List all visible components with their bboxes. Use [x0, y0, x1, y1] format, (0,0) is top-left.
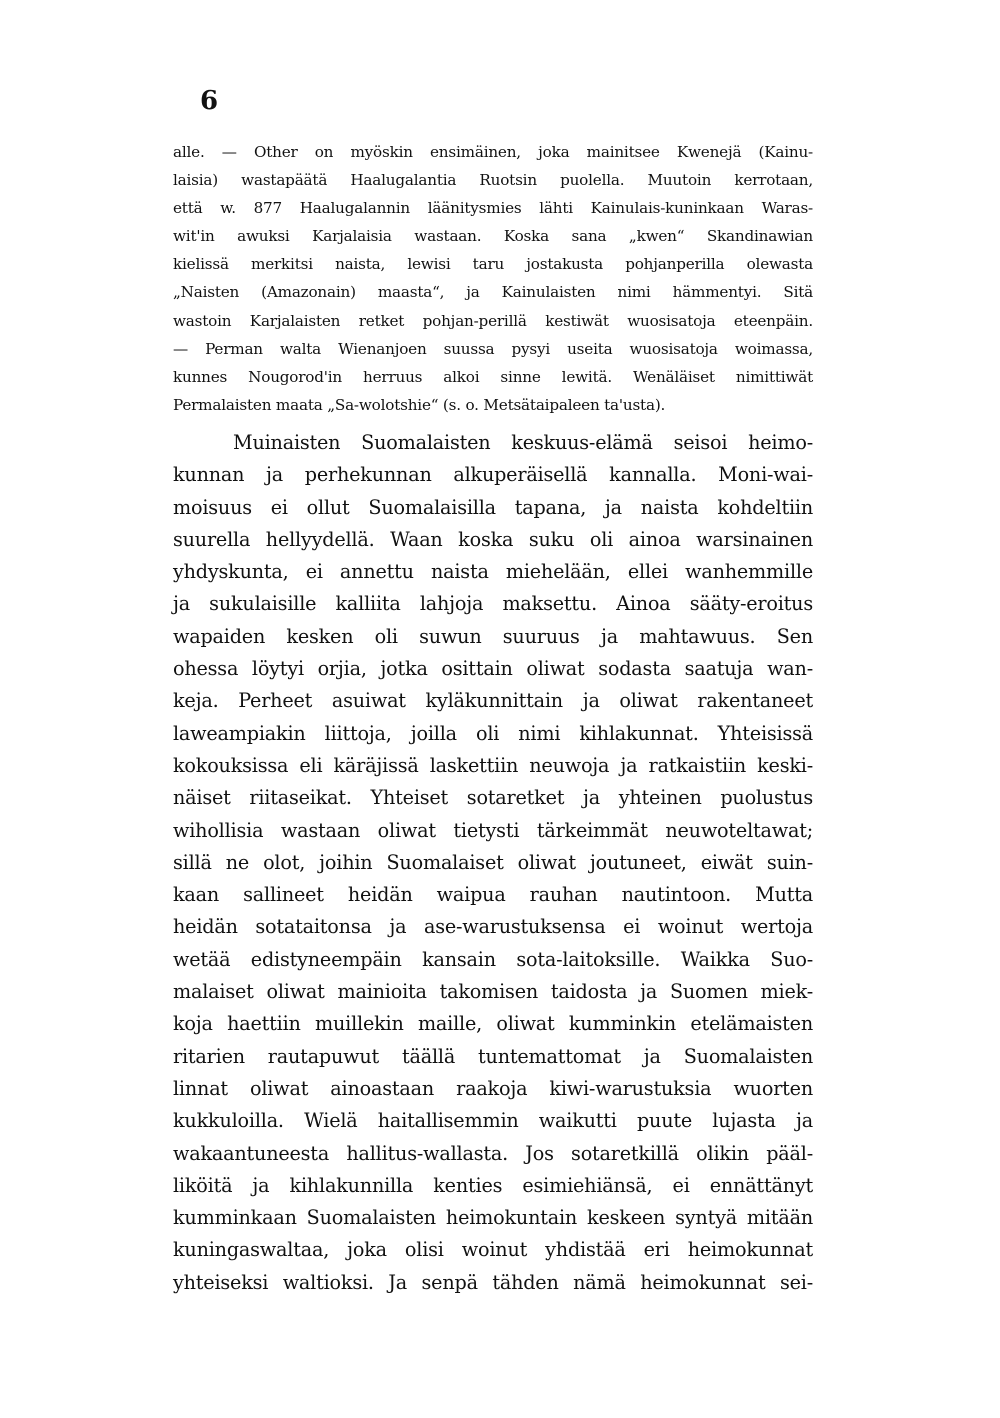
- body-line: keja. Perheet asuiwat kyläkunnittain ja oliwat rakentaneet: [173, 689, 813, 713]
- body-line: wetää edistyneempäin kansain sota-laitoksille. Waikka Suo-: [173, 947, 813, 971]
- footnote-line: kielissä merkitsi naista, lewisi taru jostakusta pohjanperilla olewasta: [173, 255, 813, 274]
- body-line: ritarien rautapuwut täällä tuntemattomat ja Suomalaisten: [173, 1044, 813, 1068]
- footnote-line: laisia) wastapäätä Haalugalantia Ruotsin puolella. Muutoin kerrotaan,: [173, 171, 813, 190]
- footnote-line: kunnes Nougorod'in herruus alkoi sinne lewitä. Wenäläiset nimittiwät: [173, 367, 813, 386]
- body-line: laweampiakin liittoja, joilla oli nimi kihlakunnat. Yhteisissä: [173, 721, 813, 745]
- body-line: kumminkaan Suomalaisten heimokuntain keskeen syntyä mitään: [173, 1206, 813, 1230]
- body-line: kukkuloilla. Wielä haitallisemmin waikutti puute lujasta ja: [173, 1109, 813, 1133]
- body-line: suurella hellyydellä. Waan koska suku oli ainoa warsinainen: [173, 527, 813, 551]
- body-paragraph: [173, 427, 813, 1299]
- body-line: yhteiseksi waltioksi. Ja senpä tähden nämä heimokunnat sei-: [173, 1270, 813, 1294]
- body-line: wapaiden kesken oli suwun suuruus ja mahtawuus. Sen: [173, 624, 813, 648]
- body-line: liköitä ja kihlakunnilla kenties esimiehiänsä, ei ennättänyt: [173, 1173, 813, 1197]
- body-line: moisuus ei ollut Suomalaisilla tapana, ja naista kohdeltiin: [173, 495, 813, 519]
- body-line: linnat oliwat ainoastaan raakoja kiwi-warustuksia wuorten: [173, 1076, 813, 1100]
- body-line: kokouksissa eli käräjissä laskettiin neuwoja ja ratkaistiin keski-: [173, 753, 813, 777]
- body-line: kunnan ja perhekunnan alkuperäisellä kannalla. Moni-wai-: [173, 463, 813, 487]
- footnote-line: Permalaisten maata „Sa-wolotshie“ (s. o. Metsätaipaleen ta'usta).: [173, 395, 666, 414]
- body-line: Muinaisten Suomalaisten keskuus-elämä seisoi heimo-: [233, 431, 813, 454]
- body-line: wakaantuneesta hallitus-wallasta. Jos sotaretkillä olikin pääl-: [173, 1141, 813, 1165]
- body-line: malaiset oliwat mainioita takomisen taidosta ja Suomen miek-: [173, 980, 813, 1004]
- footnote-line: wit'in awuksi Karjalaisia wastaan. Koska sana „kwen“ Skandinawian: [173, 227, 813, 246]
- body-line: kaan sallineet heidän waipua rauhan nautintoon. Mutta: [173, 883, 813, 907]
- page-number: 6: [200, 86, 219, 116]
- footnote-line: alle. — Other on myöskin ensimäinen, joka mainitsee Kwenejä (Kainu-: [173, 143, 813, 161]
- body-line: kuningaswaltaa, joka olisi woinut yhdistää eri heimokunnat: [173, 1238, 813, 1262]
- body-line: koja haettiin muillekin maille, oliwat kumminkin etelämaisten: [173, 1012, 813, 1036]
- footnote-line: „Naisten (Amazonain) maasta“, ja Kainulaisten nimi hämmentyi. Sitä: [173, 283, 813, 302]
- footnote-line: — Perman walta Wienanjoen suussa pysyi useita wuosisatoja woimassa,: [173, 339, 813, 358]
- footnote-line: että w. 877 Haalugalannin läänitysmies lähti Kainulais-kuninkaan Waras-: [173, 199, 813, 218]
- footnote: [173, 138, 813, 419]
- body-line: sillä ne olot, joihin Suomalaiset oliwat joutuneet, eiwät suin-: [173, 850, 813, 874]
- body-line: näiset riitaseikat. Yhteiset sotaretket ja yhteinen puolustus: [173, 786, 813, 810]
- body-line: yhdyskunta, ei annettu naista miehelään, ellei wanhemmille: [173, 560, 813, 584]
- body-line: ja sukulaisille kalliita lahjoja maksettu. Ainoa sääty-eroitus: [173, 592, 813, 616]
- body-line: ohessa löytyi orjia, jotka osittain oliwat sodasta saatuja wan-: [173, 657, 813, 681]
- body-line: wihollisia wastaan oliwat tietysti tärkeimmät neuwoteltawat;: [173, 818, 813, 842]
- footnote-line: wastoin Karjalaisten retket pohjan-perillä kestiwät wuosisatoja eteenpäin.: [173, 311, 813, 330]
- body-line: heidän sotataitonsa ja ase-warustuksensa ei woinut wertoja: [173, 915, 813, 939]
